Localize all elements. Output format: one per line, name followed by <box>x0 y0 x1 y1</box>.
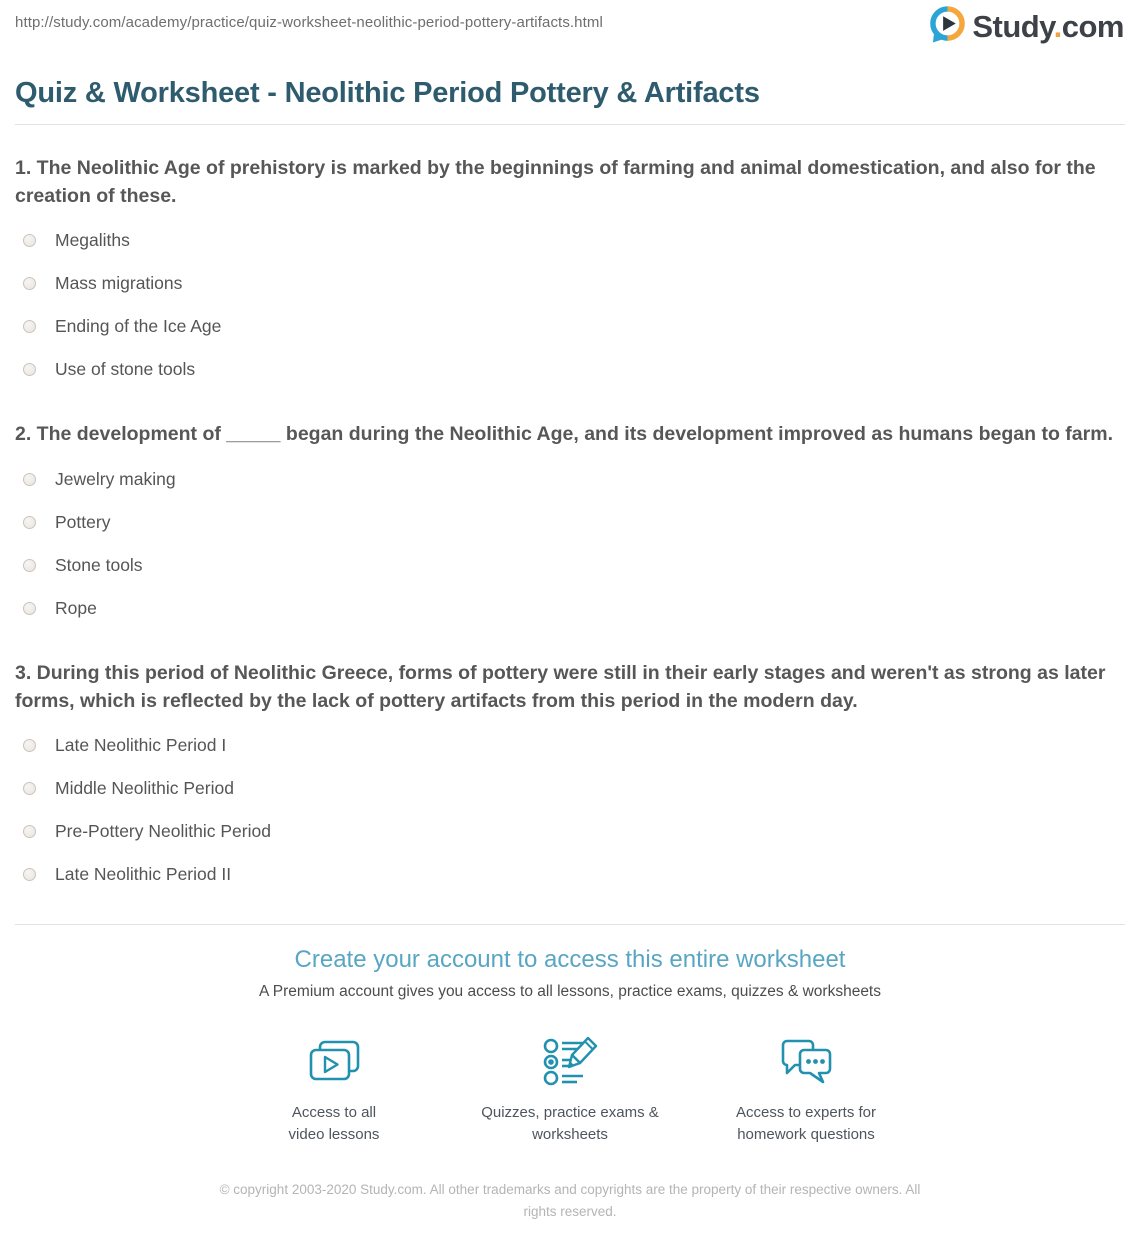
question-3-text: 3. During this period of Neolithic Greece, forms of pottery were still in their early stages and weren't as strong as later forms, which is reflected by the lack of pottery artifacts from this period in the modern day. <box>15 662 1106 712</box>
question-3-options <box>0 724 1140 896</box>
radio-button-icon[interactable] <box>23 602 36 615</box>
question-1-options <box>0 219 1140 391</box>
answer-option[interactable] <box>0 262 1140 305</box>
radio-button-icon[interactable] <box>23 473 36 486</box>
studycom-play-icon <box>930 6 965 48</box>
radio-button-icon[interactable] <box>23 868 36 881</box>
logo-wordmark: Study.com <box>972 9 1124 44</box>
answer-option[interactable] <box>0 501 1140 544</box>
feature-label: Quizzes, practice exams & worksheets <box>481 1104 659 1144</box>
title-divider <box>15 124 1125 125</box>
option-label[interactable]: Rope <box>55 598 97 619</box>
answer-option[interactable] <box>0 853 1140 896</box>
option-label[interactable]: Middle Neolithic Period <box>55 778 234 799</box>
answer-option[interactable] <box>0 544 1140 587</box>
cta-divider <box>15 924 1125 925</box>
radio-button-icon[interactable] <box>23 363 36 376</box>
option-label[interactable]: Late Neolithic Period I <box>55 735 227 756</box>
option-label[interactable]: Megaliths <box>55 230 130 251</box>
answer-option[interactable] <box>0 219 1140 262</box>
answer-option[interactable] <box>0 348 1140 391</box>
radio-button-icon[interactable] <box>23 825 36 838</box>
option-label[interactable]: Mass migrations <box>55 273 183 294</box>
radio-button-icon[interactable] <box>23 277 36 290</box>
page-title: Quiz & Worksheet - Neolithic Period Pottery & Artifacts <box>15 77 760 109</box>
option-label[interactable]: Jewelry making <box>55 469 176 490</box>
option-label[interactable]: Use of stone tools <box>55 359 196 380</box>
answer-option[interactable] <box>0 767 1140 810</box>
radio-button-icon[interactable] <box>23 739 36 752</box>
option-label[interactable]: Stone tools <box>55 555 143 576</box>
video-lessons-icon <box>216 1036 452 1090</box>
create-account-link[interactable]: Create your account to access this entire worksheet <box>294 946 846 974</box>
quizzes-worksheets-icon <box>452 1036 688 1090</box>
radio-button-icon[interactable] <box>23 782 36 795</box>
feature-quizzes-worksheets <box>452 1036 688 1146</box>
answer-option[interactable] <box>0 810 1140 853</box>
answer-option[interactable] <box>0 587 1140 630</box>
answer-option[interactable] <box>0 305 1140 348</box>
answer-option[interactable] <box>0 724 1140 767</box>
studycom-logo[interactable] <box>930 6 1124 48</box>
radio-button-icon[interactable] <box>23 234 36 247</box>
option-label[interactable]: Pre-Pottery Neolithic Period <box>55 821 271 842</box>
question-2-options <box>0 458 1140 630</box>
feature-experts-chat <box>688 1036 924 1146</box>
experts-chat-icon <box>688 1036 924 1090</box>
top-bar <box>0 0 1140 50</box>
page-url: http://study.com/academy/practice/quiz-worksheet-neolithic-period-pottery-artifacts.html <box>15 14 603 31</box>
option-label[interactable]: Late Neolithic Period II <box>55 864 232 885</box>
question-1-text: 1. The Neolithic Age of prehistory is marked by the beginnings of farming and animal domestication, and also for the creation of these. <box>15 157 1096 207</box>
premium-subheading: A Premium account gives you access to all lessons, practice exams, quizzes & worksheets <box>259 983 881 1001</box>
features-row <box>0 1036 1140 1146</box>
option-label[interactable]: Ending of the Ice Age <box>55 316 222 337</box>
radio-button-icon[interactable] <box>23 559 36 572</box>
feature-label: Access to all video lessons <box>288 1104 380 1144</box>
feature-video-lessons <box>216 1036 452 1146</box>
radio-button-icon[interactable] <box>23 516 36 529</box>
feature-label: Access to experts for homework questions <box>735 1104 877 1144</box>
copyright-text: © copyright 2003-2020 Study.com. All other trademarks and copyrights are the property of their respective owners. All rights reserved. <box>219 1181 921 1220</box>
question-2-text: 2. The development of _____ began during the Neolithic Age, and its development improved as humans began to farm. <box>15 423 1113 446</box>
option-label[interactable]: Pottery <box>55 512 111 533</box>
radio-button-icon[interactable] <box>23 320 36 333</box>
answer-option[interactable] <box>0 458 1140 501</box>
